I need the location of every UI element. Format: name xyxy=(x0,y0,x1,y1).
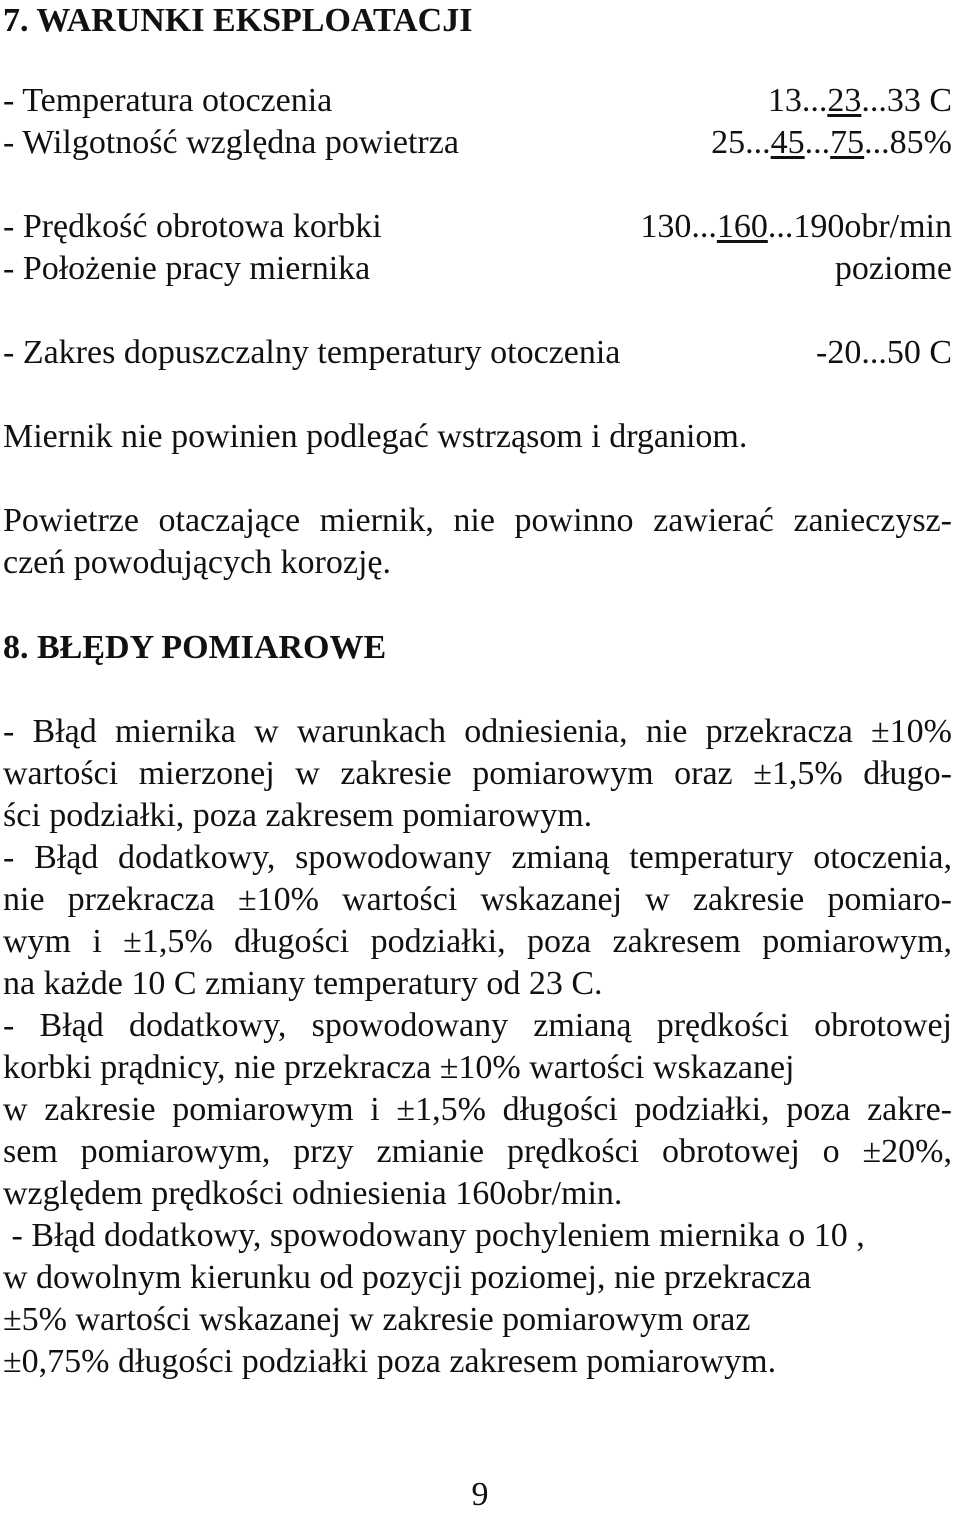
param-row-allowed-temperature xyxy=(3,332,952,374)
param-row-position xyxy=(3,248,952,290)
text-line: wartości mierzonej w zakresie pomiarowym oraz ±1,5% długo- xyxy=(3,755,952,792)
param-value: -20...50 C xyxy=(816,334,952,371)
text-line: na każde 10 C zmiany temperatury od 23 C. xyxy=(3,965,603,1002)
text-line: - Błąd dodatkowy, spowodowany zmianą prędkości obrotowej xyxy=(3,1007,952,1044)
param-value: poziome xyxy=(834,250,952,287)
param-row-humidity xyxy=(3,122,952,164)
section-8-body xyxy=(3,711,952,1383)
param-value: 25...45...75...85% xyxy=(711,124,952,161)
text-line: czeń powodujących korozję. xyxy=(3,544,391,581)
text-line: ści podziałki, poza zakresem pomiarowym. xyxy=(3,797,593,834)
param-label: - Zakres dopuszczalny temperatury otoczenia xyxy=(3,334,621,371)
param-value: 13...23...33 C xyxy=(767,82,952,119)
param-label: - Wilgotność względna powietrza xyxy=(3,124,459,161)
param-row-crank-speed xyxy=(3,206,952,248)
note-vibration: Miernik nie powinien podlegać wstrząsom i drganiom. xyxy=(3,418,748,455)
text-line: ±5% wartości wskazanej w zakresie pomiarowym oraz xyxy=(3,1301,751,1338)
section-8-heading: 8. BŁĘDY POMIAROWE xyxy=(3,629,387,666)
text-line: - Błąd miernika w warunkach odniesienia, nie przekracza ±10% xyxy=(3,713,952,750)
param-label: - Prędkość obrotowa korbki xyxy=(3,208,382,245)
text-line: wym i ±1,5% długości podziałki, poza zakresem pomiarowym, xyxy=(3,923,952,960)
note-air xyxy=(3,500,952,584)
page-number: 9 xyxy=(471,1476,489,1513)
text-line: - Błąd dodatkowy, spowodowany zmianą temperatury otoczenia, xyxy=(3,839,952,876)
text-line: nie przekracza ±10% wartości wskazanej w zakresie pomiaro- xyxy=(3,881,952,918)
text-line: - Błąd dodatkowy, spowodowany pochyleniem miernika o 10 , xyxy=(3,1217,865,1254)
param-value: 130...160...190obr/min xyxy=(640,208,952,245)
text-line: w zakresie pomiarowym i ±1,5% długości podziałki, poza zakre- xyxy=(3,1091,952,1128)
text-line: ±0,75% długości podziałki poza zakresem pomiarowym. xyxy=(3,1343,777,1380)
param-row-temperature xyxy=(3,80,952,122)
text-line: sem pomiarowym, przy zmianie prędkości obrotowej o ±20%, xyxy=(3,1133,952,1170)
text-line: w dowolnym kierunku od pozycji poziomej, nie przekracza xyxy=(3,1259,812,1296)
param-label: - Położenie pracy miernika xyxy=(3,250,371,287)
text-line: względem prędkości odniesienia 160obr/min. xyxy=(3,1175,623,1212)
text-line: korbki prądnicy, nie przekracza ±10% wartości wskazanej xyxy=(3,1049,795,1086)
section-7-heading: 7. WARUNKI EKSPLOATACJI xyxy=(3,2,473,39)
text-line: Powietrze otaczające miernik, nie powinno zawierać zanieczysz- xyxy=(3,502,952,539)
param-label: - Temperatura otoczenia xyxy=(3,82,333,119)
